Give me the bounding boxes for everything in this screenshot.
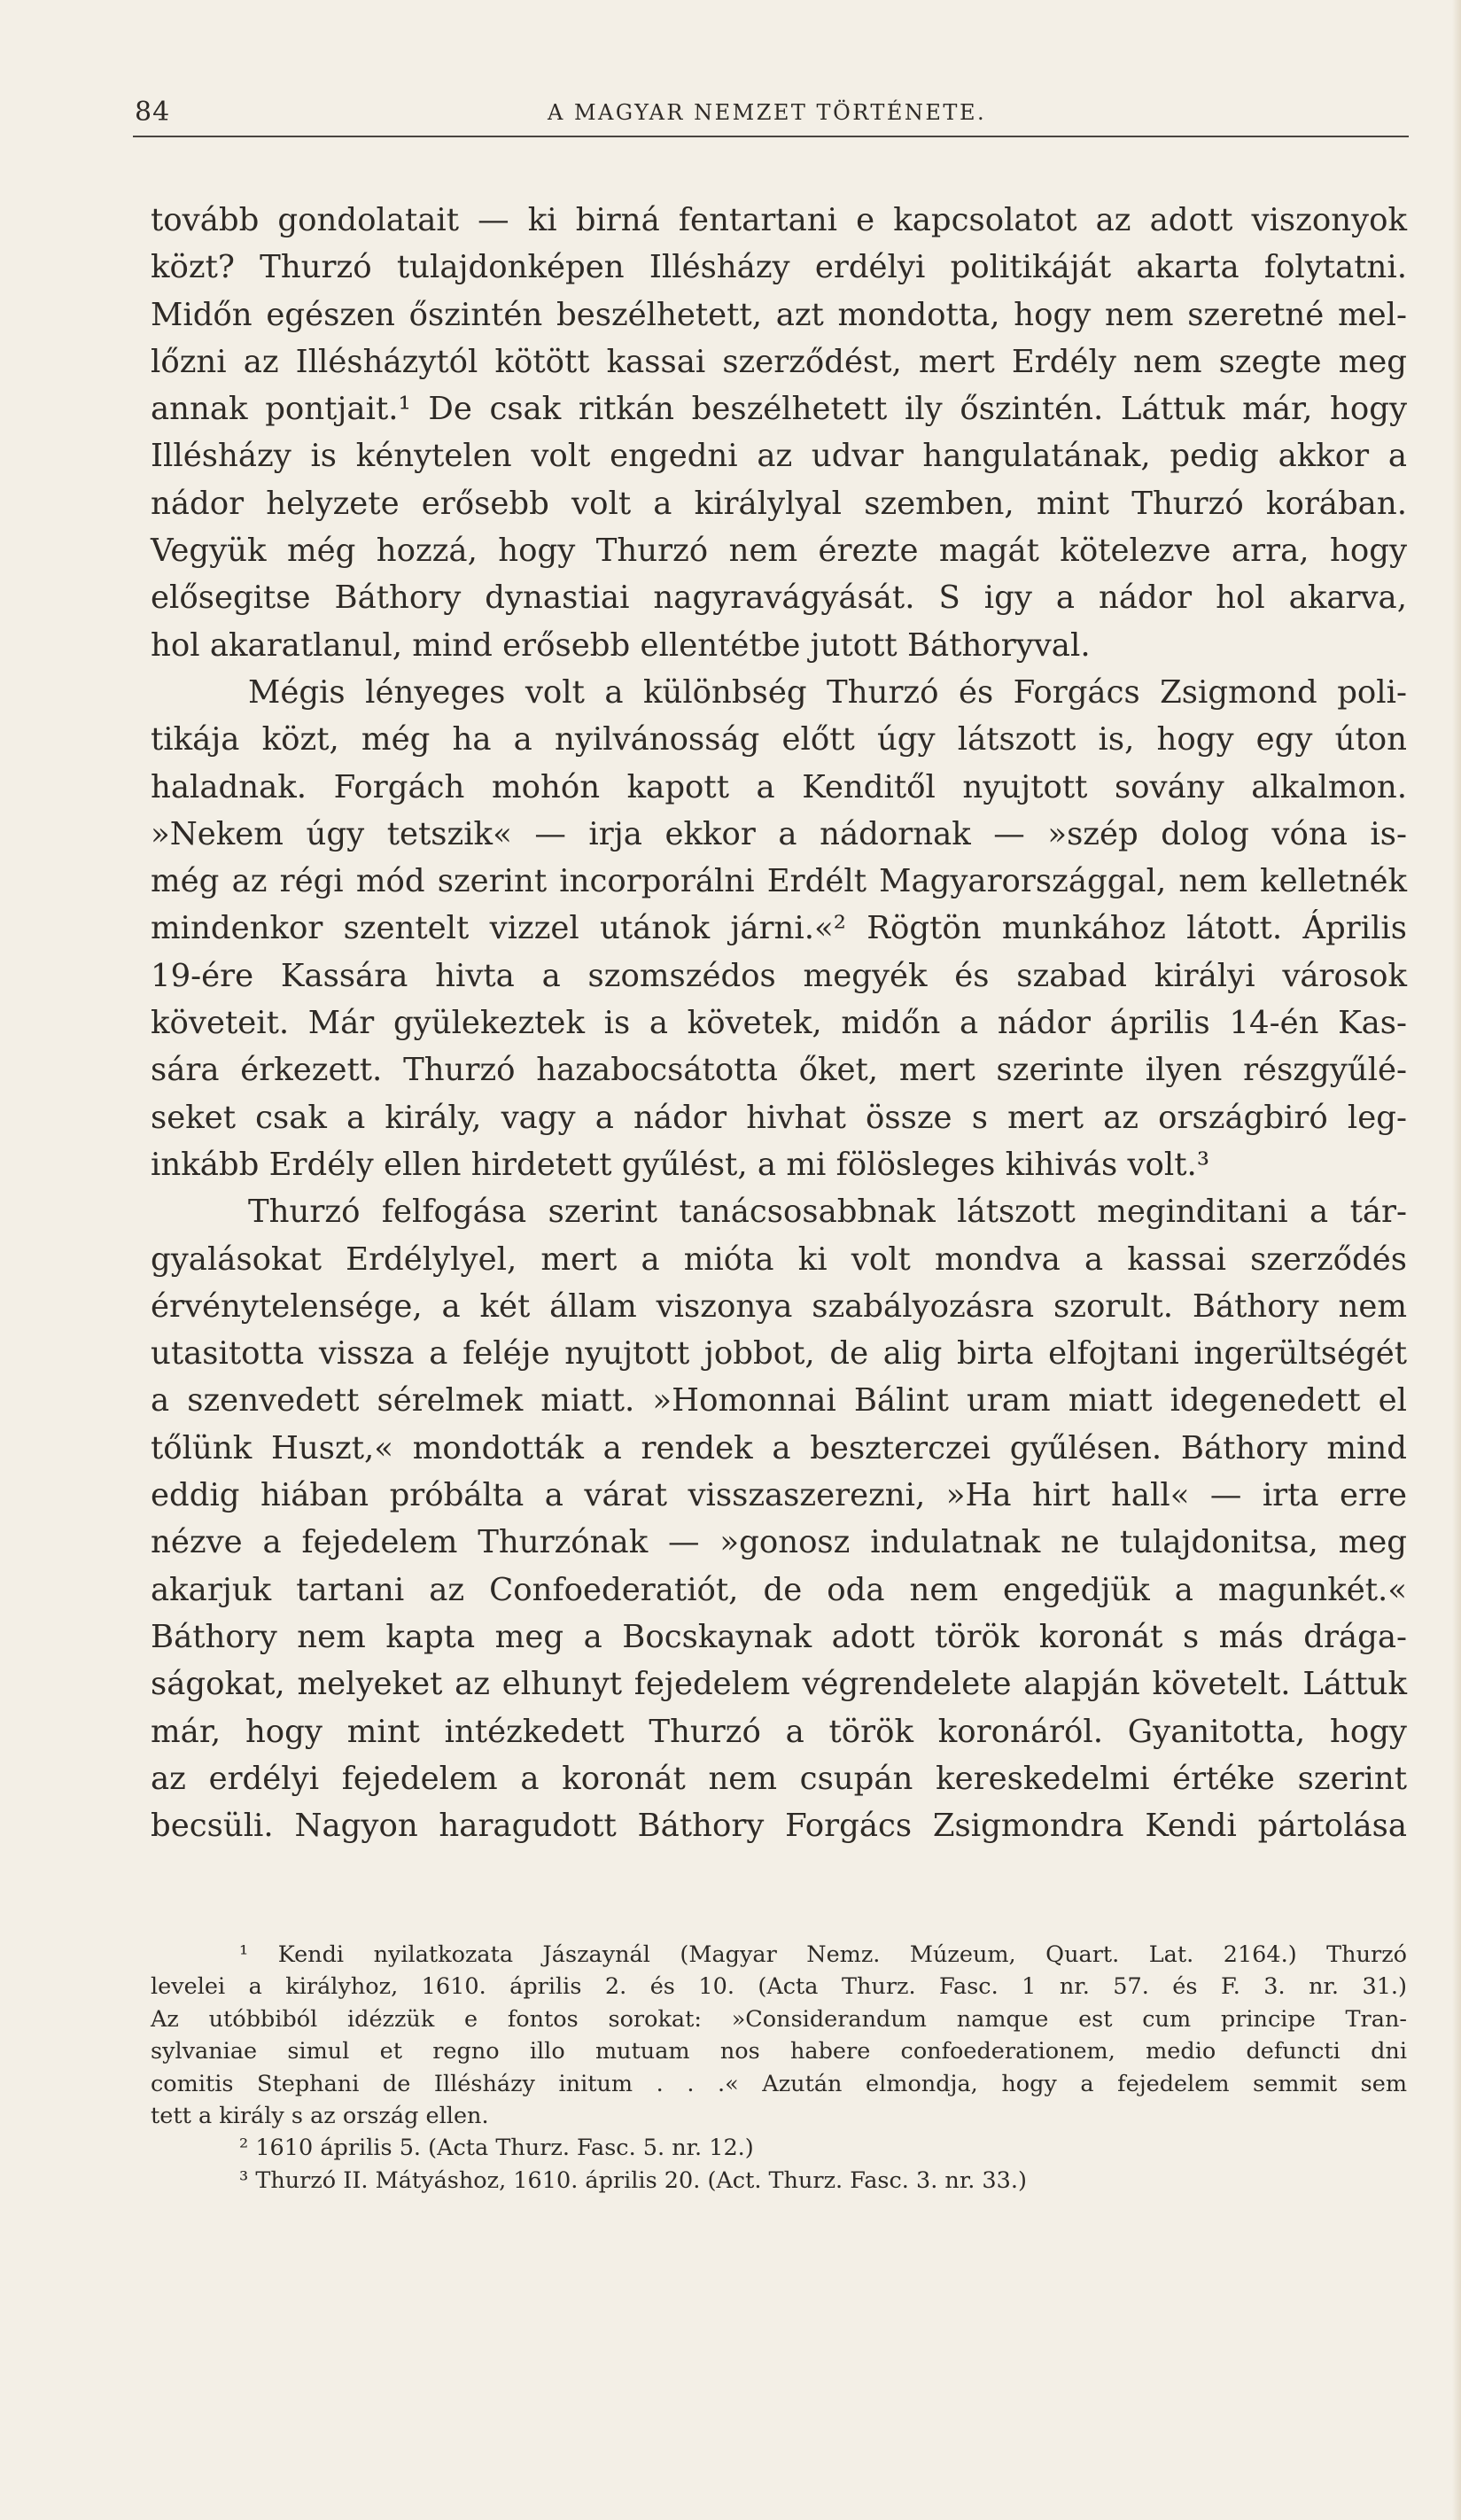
text-line: Illésházy is kénytelen volt engedni az udvar hangulatának, pedig akkor a xyxy=(151,438,1407,475)
text-line: már, hogy mint intézkedett Thurzó a török koronáról. Gyanitotta, hogy xyxy=(151,1713,1407,1750)
text-line: haladnak. Forgách mohón kapott a Kenditől nyujtott sovány alkalmon. xyxy=(151,768,1407,805)
text-line: közt? Thurzó tulajdonképen Illésházy erdélyi politikáját akarta folytatni. xyxy=(151,249,1407,286)
text-line: elősegitse Báthory dynastiai nagyravágyását. S igy a nádor hol akarva, xyxy=(151,579,1407,617)
text-line: becsüli. Nagyon haragudott Báthory Forgács Zsigmondra Kendi pártolása xyxy=(151,1808,1407,1845)
page-header xyxy=(133,93,1409,137)
footnote-line: comitis Stephani de Illésházy initum . . .« Azután elmondja, hogy a fejedelem semmit sem xyxy=(151,2070,1407,2097)
text-line: a szenvedett sérelmek miatt. »Homonnai Bálint uram miatt idegenedett el xyxy=(151,1382,1407,1419)
text-line: nézve a fejedelem Thurzónak — »gonosz indulatnak ne tulajdonitsa, meg xyxy=(151,1524,1407,1561)
footnote-line: sylvaniae simul et regno illo mutuam nos habere confoederationem, medio defuncti dni xyxy=(151,2038,1407,2065)
text-line: mindenkor szentelt vizzel utánok járni.«² Rögtön munkához látott. Április xyxy=(151,910,1407,947)
main-text xyxy=(151,197,1407,1849)
footnote-line: ¹ Kendi nyilatkozata Jászaynál (Magyar Nemz. Múzeum, Quart. Lat. 2164.) Thurzó xyxy=(239,1941,1407,1968)
text-line: nádor helyzete erősebb volt a királylyal szemben, mint Thurzó korában. xyxy=(151,485,1407,522)
text-line: eddig hiában próbálta a várat visszaszerezni, »Ha hirt hall« — irta erre xyxy=(151,1477,1407,1514)
text-line: inkább Erdély ellen hirdetett gyűlést, a mi fölösleges kihivás volt.³ xyxy=(151,1146,1210,1183)
page-edge-shadow xyxy=(1452,0,1461,2520)
text-line: hol akaratlanul, mind erősebb ellentétbe jutott Báthoryval. xyxy=(151,626,1091,664)
footnote-line: levelei a királyhoz, 1610. április 2. és 10. (Acta Thurz. Fasc. 1 nr. 57. és F. 3. nr. 31.) xyxy=(151,1973,1407,2001)
text-line: lőzni az Illésházytól kötött kassai szerződést, mert Erdély nem szegte meg xyxy=(151,343,1407,380)
text-line: ságokat, melyeket az elhunyt fejedelem végrendelete alapján követelt. Láttuk xyxy=(151,1666,1407,1703)
text-line: Thurzó felfogása szerint tanácsosabbnak látszott meginditani a tár- xyxy=(248,1194,1407,1231)
text-line: 19-ére Kassára hivta a szomszédos megyék és szabad királyi városok xyxy=(151,957,1407,994)
page-number: 84 xyxy=(135,97,171,128)
text-line: az erdélyi fejedelem a koronát nem csupán kereskedelmi értéke szerint xyxy=(151,1760,1407,1797)
text-line: annak pontjait.¹ De csak ritkán beszélhetett ily őszintén. Láttuk már, hogy xyxy=(151,391,1407,428)
running-title: A MAGYAR NEMZET TÖRTÉNETE. xyxy=(548,100,987,125)
footnote-line: Az utóbbiból idézzük e fontos sorokat: »Considerandum namque est cum principe Tran- xyxy=(151,2005,1407,2033)
text-line: még az régi mód szerint incorporálni Erdélt Magyarországgal, nem kelletnék xyxy=(151,863,1407,900)
text-line: »Nekem úgy tetszik« — irja ekkor a nádornak — »szép dolog vóna is- xyxy=(151,815,1407,852)
text-line: tőlünk Huszt,« mondották a rendek a beszterczei gyűlésen. Báthory mind xyxy=(151,1429,1407,1466)
text-line: követeit. Már gyülekeztek is a követek, midőn a nádor április 14-én Kas- xyxy=(151,1005,1407,1042)
text-line: tovább gondolatait — ki birná fentartani e kapcsolatot az adott viszonyok xyxy=(151,202,1407,238)
footnotes xyxy=(151,1939,1407,2197)
text-line: sára érkezett. Thurzó hazabocsátotta őket, mert szerinte ilyen részgyűlé- xyxy=(151,1052,1407,1089)
text-line: tikája közt, még ha a nyilvánosság előtt úgy látszott is, hogy egy úton xyxy=(151,721,1407,758)
footnote-line: ² 1610 április 5. (Acta Thurz. Fasc. 5. nr. 12.) xyxy=(239,2135,754,2162)
text-line: Mégis lényeges volt a különbség Thurzó és Forgács Zsigmond poli- xyxy=(248,673,1407,711)
text-line: utasitotta vissza a feléje nyujtott jobbot, de alig birta elfojtani ingerültségét xyxy=(151,1335,1407,1373)
text-line: Vegyük még hozzá, hogy Thurzó nem érezte magát kötelezve arra, hogy xyxy=(151,533,1407,570)
footnote-line: ³ Thurzó II. Mátyáshoz, 1610. április 20. (Act. Thurz. Fasc. 3. nr. 33.) xyxy=(239,2166,1027,2194)
text-line: érvénytelensége, a két állam viszonya szabályozásra szorult. Báthory nem xyxy=(151,1287,1407,1325)
text-line: Báthory nem kapta meg a Bocskaynak adott török koronát s más drága- xyxy=(151,1618,1407,1655)
footnote-line: tett a király s az ország ellen. xyxy=(151,2102,489,2129)
text-line: Midőn egészen őszintén beszélhetett, azt mondotta, hogy nem szeretné mel- xyxy=(151,296,1407,333)
text-line: gyalásokat Erdélylyel, mert a mióta ki volt mondva a kassai szerződés xyxy=(151,1241,1407,1278)
text-line: akarjuk tartani az Confoederatiót, de oda nem engedjük a magunkét.« xyxy=(151,1571,1407,1608)
text-line: seket csak a király, vagy a nádor hivhat össze s mert az országbiró leg- xyxy=(151,1099,1407,1136)
